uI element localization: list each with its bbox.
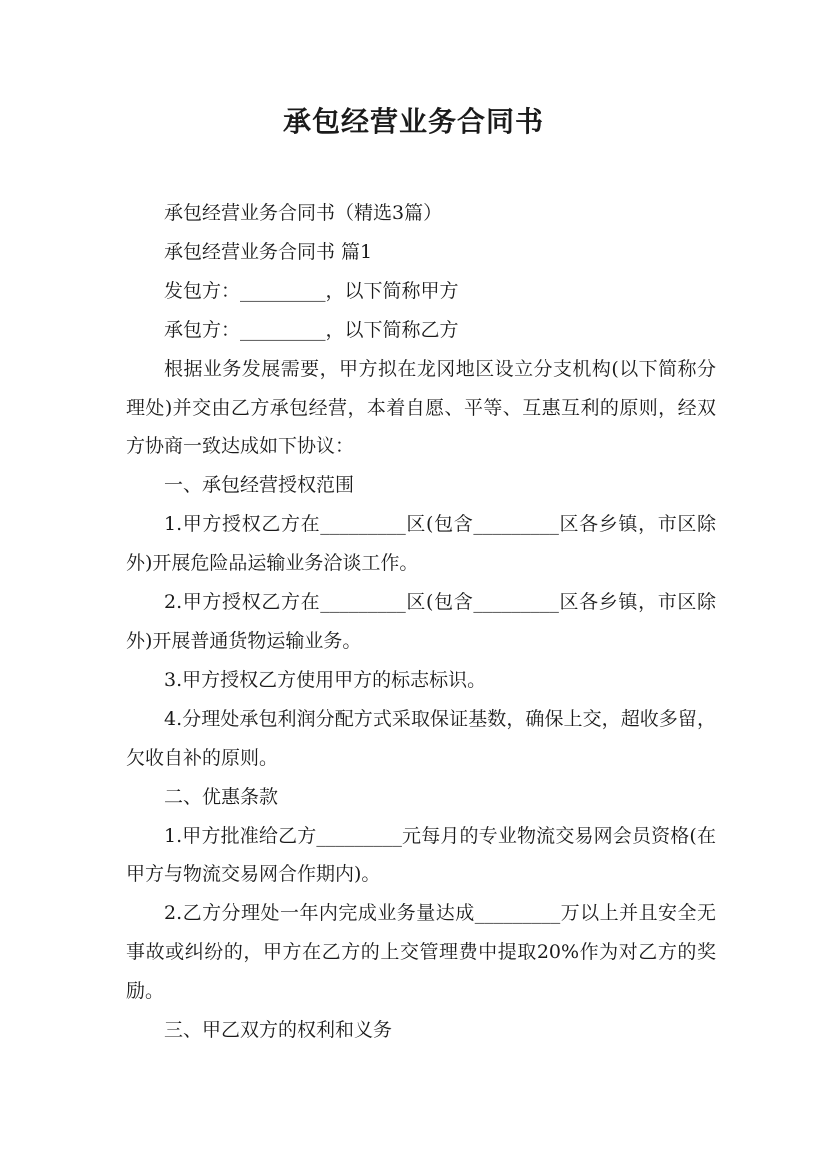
paragraph-clause-1-1: 1.甲方授权乙方在_________区(包含_________区各乡镇，市区除外)开展危险品运输业务洽谈工作。 <box>126 513 716 575</box>
paragraph-section-heading: 承包经营业务合同书 篇1 <box>164 240 373 263</box>
paragraph-clause-2-2: 2.乙方分理处一年内完成业务量达成_________万以上并且安全无事故或纠纷的，甲方在乙方的上交管理费中提取20%作为对乙方的奖励。 <box>126 902 716 1003</box>
paragraph-heading-3: 三、甲乙双方的权利和义务 <box>164 1019 393 1042</box>
paragraph-party-b: 承包方：_________，以下简称乙方 <box>164 318 459 341</box>
paragraph-clause-1-3: 3.甲方授权乙方使用甲方的标志标识。 <box>164 668 487 691</box>
document-body <box>126 194 716 1050</box>
paragraph-preamble: 根据业务发展需要，甲方拟在龙冈地区设立分支机构(以下简称分理处)并交由乙方承包经营，本着自愿、平等、互惠互利的原则，经双方协商一致达成如下协议： <box>126 357 716 458</box>
paragraph-heading-2: 二、优惠条款 <box>164 785 279 808</box>
paragraph-subtitle: 承包经营业务合同书（精选3篇） <box>164 202 443 224</box>
document-title: 承包经营业务合同书 <box>282 105 544 138</box>
paragraph-heading-1: 一、承包经营授权范围 <box>164 474 355 497</box>
paragraph-clause-2-1: 1.甲方批准给乙方_________元每月的专业物流交易网会员资格(在甲方与物流交易网合作期内)。 <box>126 824 716 886</box>
paragraph-clause-1-4: 4.分理处承包利润分配方式采取保证基数，确保上交，超收多留，欠收自补的原则。 <box>126 707 716 769</box>
paragraph-clause-1-2: 2.甲方授权乙方在_________区(包含_________区各乡镇，市区除外)开展普通货物运输业务。 <box>126 591 716 652</box>
paragraph-party-a: 发包方：_________，以下简称甲方 <box>164 279 459 302</box>
